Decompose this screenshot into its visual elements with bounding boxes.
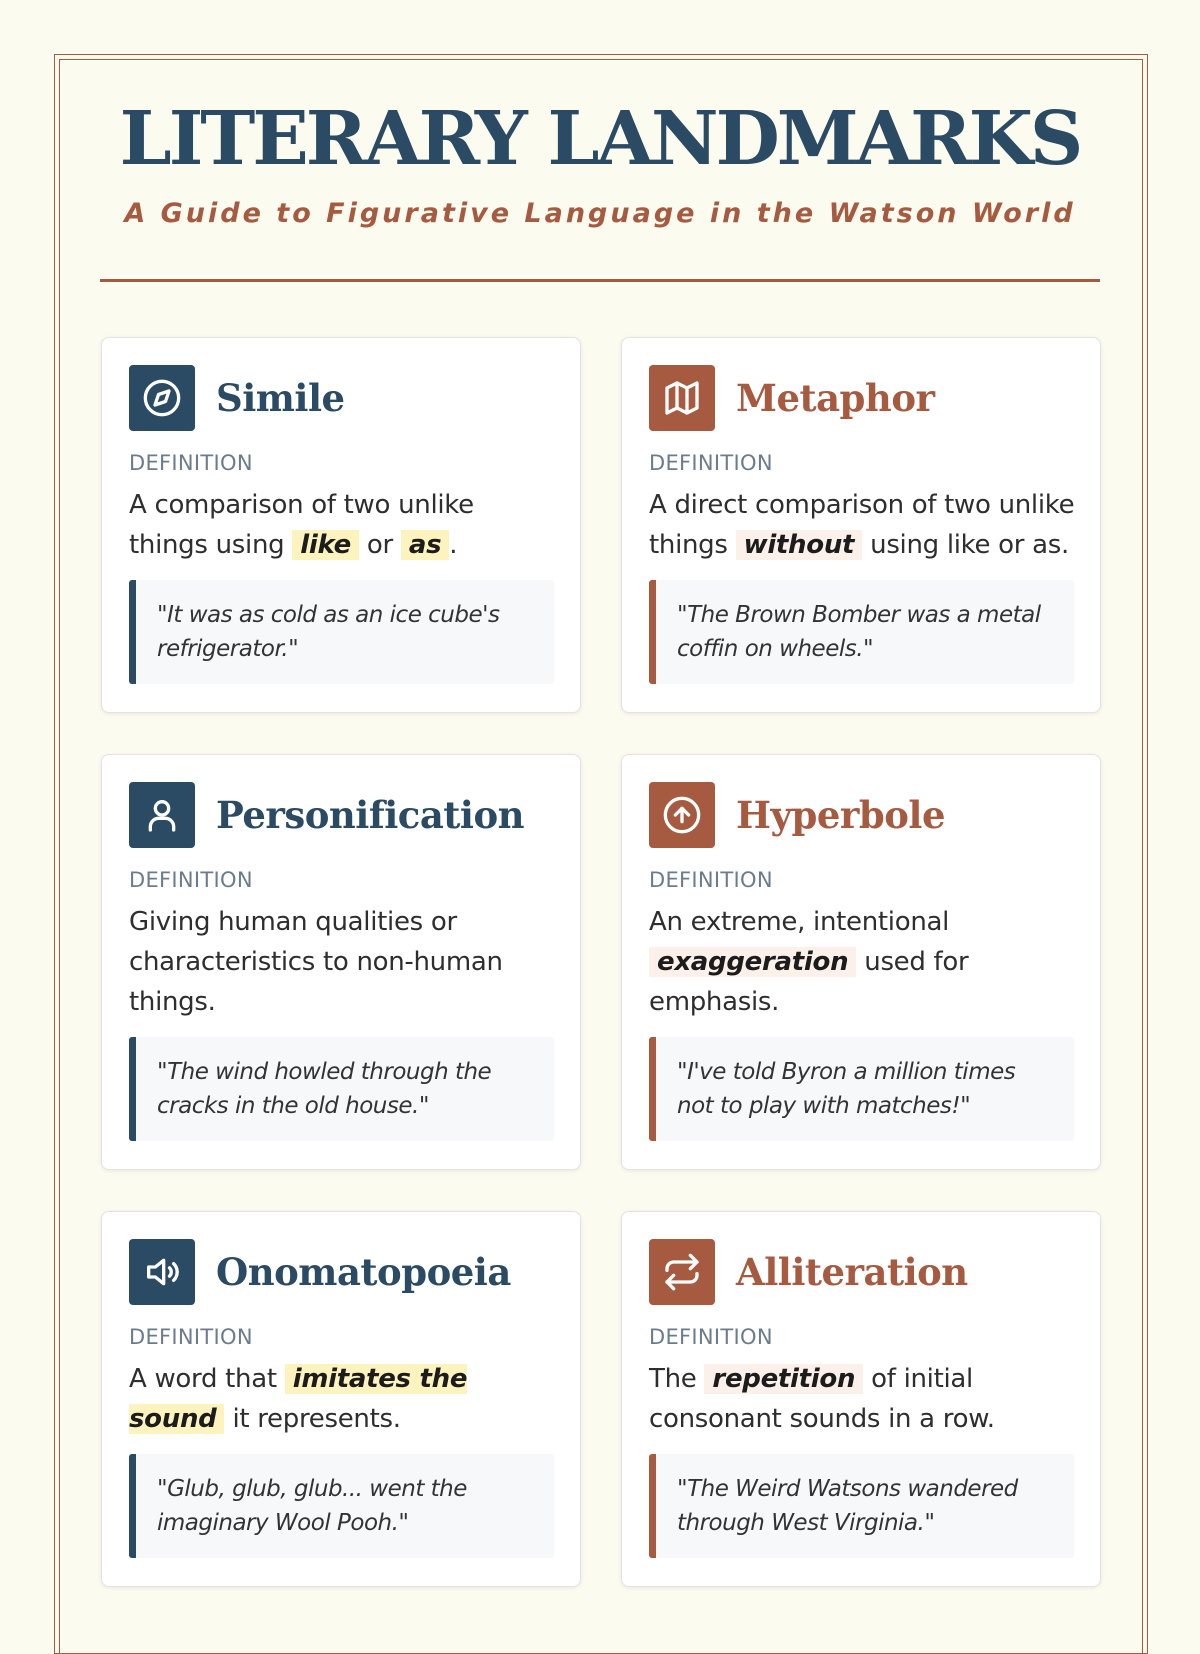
repeat-icon: [649, 1239, 715, 1305]
highlight-term: as: [401, 530, 449, 560]
definition-label: DEFINITION: [649, 868, 773, 892]
example-quote: "It was as cold as an ice cube's refrigerator.": [129, 580, 554, 684]
definition-text: A comparison of two unlike things using like or as .: [129, 490, 474, 560]
definition-label: DEFINITION: [649, 451, 773, 475]
card-title: Simile: [216, 376, 345, 420]
card-hyperbole: [621, 754, 1101, 1170]
card-onomatopoeia: [101, 1211, 581, 1587]
page-subtitle: A Guide to Figurative Language in the Watson World: [124, 198, 1076, 229]
example-quote: "The wind howled through the cracks in the old house.": [129, 1037, 554, 1141]
highlight-term: without: [736, 530, 863, 560]
highlight-term: imitates the sound: [129, 1364, 468, 1434]
example-quote: "Glub, glub, glub... went the imaginary Wool Pooh.": [129, 1454, 554, 1558]
card-title: Hyperbole: [736, 793, 946, 837]
card-title: Onomatopoeia: [216, 1250, 511, 1294]
header-divider: [100, 279, 1100, 282]
definition-label: DEFINITION: [129, 868, 253, 892]
card-personification: [101, 754, 581, 1170]
highlight-term: like: [292, 530, 359, 560]
highlight-term: exaggeration: [649, 947, 856, 977]
arrow-up-circle-icon: [649, 782, 715, 848]
speaker-icon: [129, 1239, 195, 1305]
definition-text: The repetition of initial consonant sounds in a row.: [649, 1364, 995, 1434]
card-title: Metaphor: [736, 376, 935, 420]
card-title: Alliteration: [736, 1250, 968, 1294]
card-metaphor: [621, 337, 1101, 713]
definition-text: A direct comparison of two unlike things without using like or as.: [649, 490, 1075, 560]
definition-label: DEFINITION: [129, 1325, 253, 1349]
example-quote: "I've told Byron a million times not to play with matches!": [649, 1037, 1074, 1141]
example-quote: "The Brown Bomber was a metal coffin on wheels.": [649, 580, 1074, 684]
card-alliteration: [621, 1211, 1101, 1587]
definition-text: A word that imitates the sound it represents.: [129, 1364, 468, 1434]
compass-icon: [129, 365, 195, 431]
example-quote: "The Weird Watsons wandered through West Virginia.": [649, 1454, 1074, 1558]
user-icon: [129, 782, 195, 848]
highlight-term: repetition: [704, 1364, 863, 1394]
card-title: Personification: [216, 793, 525, 837]
map-icon: [649, 365, 715, 431]
definition-label: DEFINITION: [129, 451, 253, 475]
definition-text: Giving human qualities or characteristics to non-human things.: [129, 907, 503, 1017]
definition-text: An extreme, intentional exaggeration used for emphasis.: [649, 907, 969, 1017]
definition-label: DEFINITION: [649, 1325, 773, 1349]
card-simile: [101, 337, 581, 713]
page-title: LITERARY LANDMARKS: [119, 96, 1081, 182]
